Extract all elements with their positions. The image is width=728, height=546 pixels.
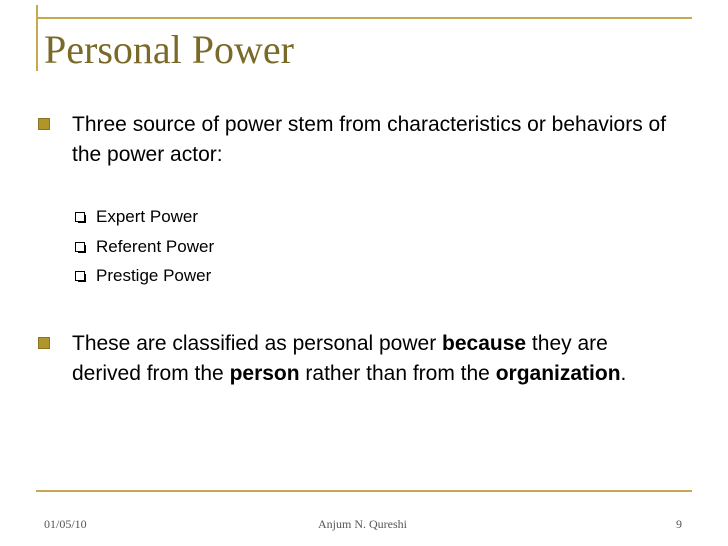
bullet-text: Three source of power stem from characteristics or behaviors of the power actor:	[72, 113, 667, 166]
square-bullet-icon	[38, 337, 50, 349]
bullet-item	[38, 329, 662, 389]
bullet-text-part: rather than from the	[299, 362, 496, 385]
bullet-text	[72, 329, 662, 389]
bullet-bold-word: organization	[495, 362, 621, 385]
footer-page-number: 9	[676, 517, 682, 531]
bullet-text-part: they are derived from the	[72, 332, 608, 385]
slide-title: Personal Power	[44, 27, 294, 72]
sub-bullet-text: Expert Power	[96, 207, 199, 226]
sub-bullet-item	[75, 265, 211, 287]
sub-bullet-text: Referent Power	[96, 237, 215, 256]
bullet-text-part: .	[620, 362, 627, 385]
bullet-bold-word: person	[229, 362, 300, 385]
bullet-text-part: These are classified as personal power	[72, 332, 443, 355]
sub-bullet-item	[75, 206, 198, 228]
bullet-bold-word: because	[442, 332, 527, 355]
footer-date: 01/05/10	[44, 517, 87, 531]
left-rule	[36, 5, 38, 71]
checkbox-bullet-icon	[75, 212, 85, 222]
checkbox-bullet-icon	[75, 242, 85, 252]
sub-bullet-text: Prestige Power	[96, 266, 212, 285]
top-rule	[36, 17, 692, 19]
bullet-item	[38, 110, 672, 170]
footer-author: Anjum N. Qureshi	[318, 517, 407, 531]
checkbox-bullet-icon	[75, 271, 85, 281]
sub-bullet-item	[75, 236, 214, 258]
bottom-rule	[36, 490, 692, 492]
square-bullet-icon	[38, 118, 50, 130]
